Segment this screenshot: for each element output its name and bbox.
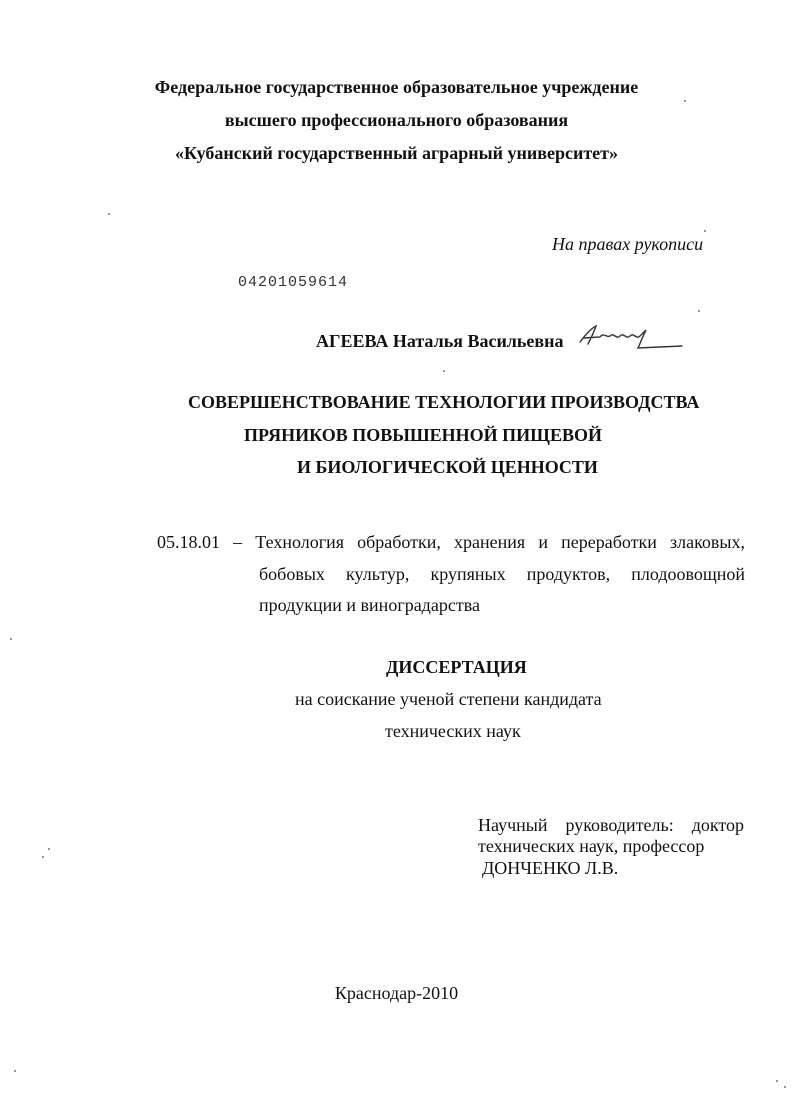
scan-speck (14, 1070, 16, 1072)
scan-speck (10, 638, 12, 640)
scan-speck (443, 370, 445, 372)
scan-speck (776, 1080, 778, 1082)
supervisor-line-1: Научный руководитель: доктор (478, 815, 744, 835)
inventory-number: 04201059614 (238, 274, 349, 291)
supervisor-line-2: технических наук, профессор (478, 836, 705, 856)
specialty-line-3: продукции и виноградарства (259, 595, 480, 615)
scan-speck (48, 848, 50, 850)
specialty-line-2: бобовых культур, крупяных продуктов, плодоовощной (259, 564, 745, 584)
place-year: Краснодар-2010 (334, 983, 459, 1003)
manuscript-note: На правах рукописи (552, 234, 704, 254)
scan-speck (784, 1086, 786, 1088)
thesis-line-2: технических наук (385, 721, 521, 741)
specialty-code-line: 05.18.01 – Технология обработки, хранения и переработки злаковых, (157, 532, 745, 552)
institution-line-1: Федеральное государственное образовательное учреждение (154, 77, 639, 97)
institution-line-3: «Кубанский государственный аграрный университет» (175, 143, 618, 163)
title-line-1: СОВЕРШЕНСТВОВАНИЕ ТЕХНОЛОГИИ ПРОИЗВОДСТВА (188, 392, 700, 412)
scan-speck (698, 310, 700, 312)
thesis-heading: ДИССЕРТАЦИЯ (386, 657, 527, 677)
title-line-2: ПРЯНИКОВ ПОВЫШЕННОЙ ПИЩЕВОЙ (244, 425, 602, 445)
scan-speck (684, 100, 686, 102)
author-name: АГЕЕВА Наталья Васильевна (316, 331, 564, 351)
scan-speck (704, 230, 706, 232)
author-signature (576, 318, 686, 354)
thesis-line-1: на соискание ученой степени кандидата (295, 689, 602, 709)
scan-speck (108, 213, 110, 215)
title-line-3: И БИОЛОГИЧЕСКОЙ ЦЕННОСТИ (297, 457, 598, 477)
scan-speck (42, 856, 44, 858)
institution-line-2: высшего профессионального образования (224, 110, 569, 130)
supervisor-line-3: ДОНЧЕНКО Л.В. (482, 858, 619, 878)
